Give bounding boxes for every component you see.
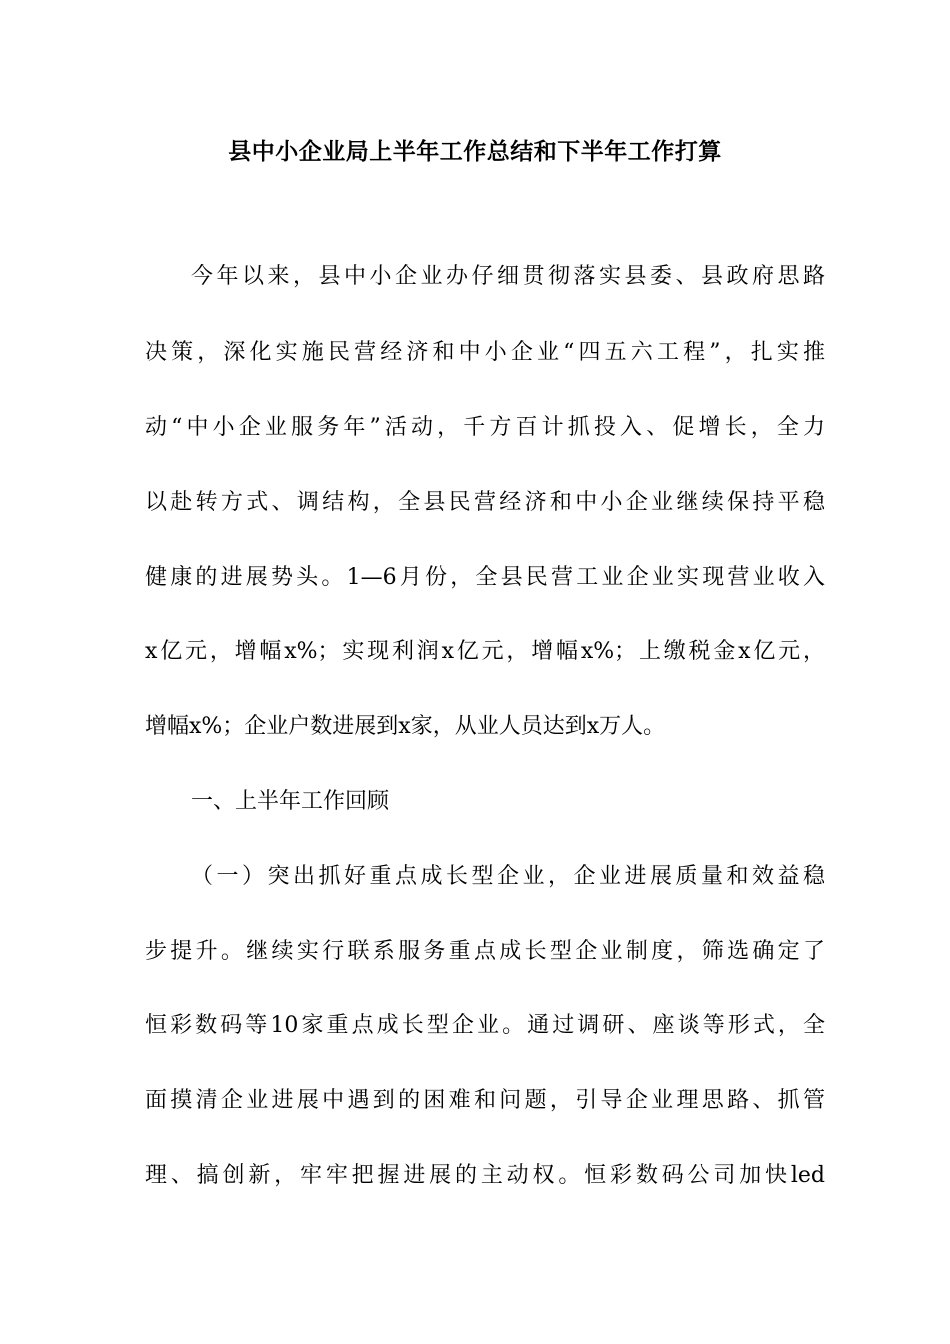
document-title: 县中小企业局上半年工作总结和下半年工作打算 (228, 138, 722, 165)
paragraph-line: 以赴转方式、调结构，全县民营经济和中小企业继续保持平稳 (145, 490, 825, 515)
paragraph-line: 步提升。继续实行联系服务重点成长型企业制度，筛选确定了 (145, 939, 825, 964)
paragraph-line: 理、搞创新，牢牢把握进展的主动权。恒彩数码公司加快led (145, 1163, 825, 1188)
paragraph-line: 恒彩数码等10家重点成长型企业。通过调研、座谈等形式，全 (145, 1013, 825, 1038)
section-heading: 一、上半年工作回顾 (191, 789, 390, 814)
paragraph-line: 面摸清企业进展中遇到的困难和问题，引导企业理思路、抓管 (145, 1088, 825, 1113)
paragraph-line: 增幅x%；企业户数进展到x家，从业人员达到x万人。 (145, 714, 666, 739)
paragraph-line: 决策，深化实施民营经济和中小企业“四五六工程”，扎实推 (145, 340, 825, 365)
paragraph-line: 今年以来，县中小企业办仔细贯彻落实县委、县政府思路 (191, 264, 825, 289)
paragraph-line: 动“中小企业服务年”活动，千方百计抓投入、促增长，全力 (145, 415, 825, 440)
paragraph-line: 健康的进展势头。1—6月份，全县民营工业企业实现营业收入 (145, 565, 825, 590)
paragraph-line: x亿元，增幅x%；实现利润x亿元，增幅x%；上缴税金x亿元， (145, 639, 825, 664)
paragraph-line: （一）突出抓好重点成长型企业，企业进展质量和效益稳 (191, 864, 825, 889)
